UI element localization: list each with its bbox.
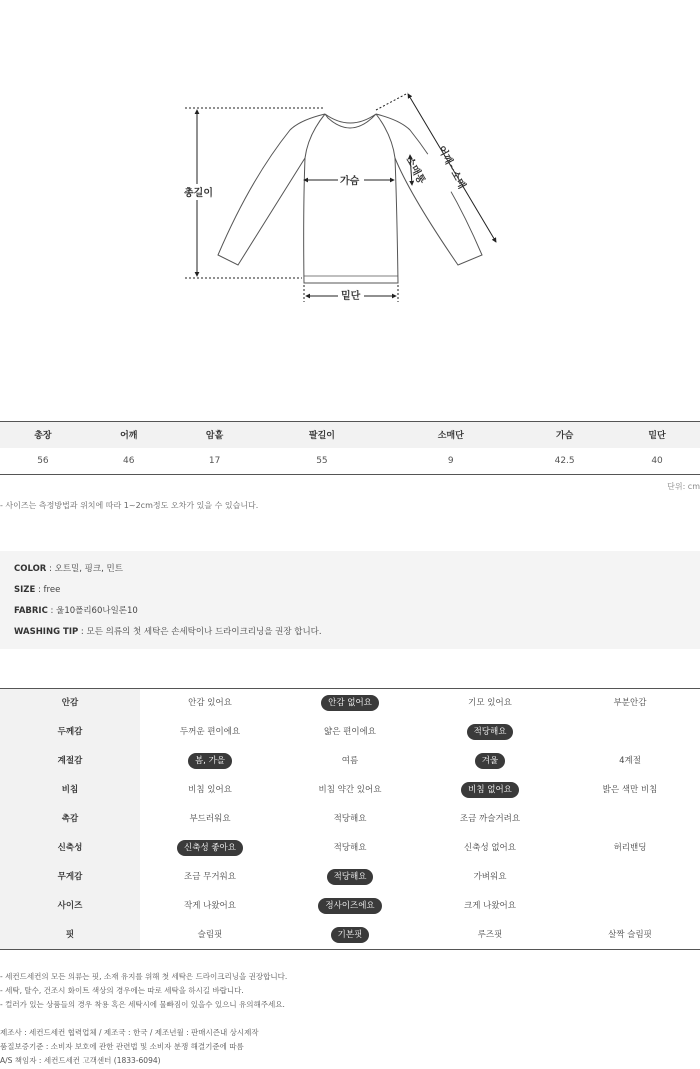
fit-row-label: 무게감 [0,863,140,892]
as-contact-line: A/S 책임자 : 세컨드세컨 고객센터 (1833-6094) [0,1056,161,1065]
fit-row-label: 비침 [0,776,140,805]
size-header-cell: 어깨 [86,422,172,448]
info-fabric-row [14,605,686,626]
fit-option-cell [560,892,700,921]
fit-option-selected: 겨울 [475,753,505,769]
fit-option-cell [560,776,700,805]
fit-row [0,776,700,805]
fit-option: 조금 까슬거려요 [459,814,521,824]
care-note: - 컬러가 있는 상품들의 경우 착용 혹은 세탁시에 물빠짐이 있을수 있으니 유의해주세요. [0,1000,285,1009]
fit-option-selected: 정사이즈에요 [318,898,381,914]
fit-row-label: 핏 [0,921,140,950]
fit-option: 밝은 색만 비침 [602,785,658,795]
garment-measurement-diagram [0,0,700,420]
fit-option-cell [420,892,560,921]
hem-label: 밑단 [341,291,361,302]
fit-option-cell [280,718,420,747]
fit-option-cell [560,921,700,950]
fit-option-cell [280,892,420,921]
info-washing-row [14,626,686,647]
size-header-cell: 총장 [0,422,86,448]
fit-option: 부분안감 [613,698,647,709]
info-size-label: SIZE [14,585,36,595]
fit-option-cell [280,689,420,718]
fit-option-cell [140,892,280,921]
size-table-header [0,422,700,448]
fit-option: 적당해요 [333,814,367,824]
fit-option-cell [420,921,560,950]
fit-option-cell [280,863,420,892]
fit-row-label: 사이즈 [0,892,140,921]
size-value-cell: 40 [614,448,700,475]
fit-option: 작게 나왔어요 [184,901,236,911]
fit-option: 4계절 [619,756,641,766]
product-info-box [0,551,700,649]
fit-option-cell [420,776,560,805]
fit-option-cell [420,747,560,776]
chest-label: 가슴 [340,176,360,187]
size-header-cell: 암홀 [172,422,258,448]
fit-option: 살짝 슬림핏 [608,929,652,940]
shoulder-sleeve-label: 어깨~소매 [435,144,468,191]
fit-option: 적당해요 [333,843,367,853]
fit-row [0,747,700,776]
care-note: - 세탁, 탈수, 건조시 화이트 색상의 경우에는 따로 세탁을 하시길 바랍니다. [0,986,244,995]
total-length-label: 총길이 [184,188,213,199]
fit-option-cell [280,834,420,863]
fit-option-cell [420,834,560,863]
fit-option-cell [140,834,280,863]
fit-option-cell [560,834,700,863]
fit-option-cell [560,805,700,834]
info-color-row [14,563,686,584]
fit-option: 비침 있어요 [188,785,232,795]
fit-option-selected: 안감 없어요 [321,695,379,711]
size-header-cell: 팔길이 [258,422,387,448]
manufacturer-line: 제조사 : 세컨드세컨 협력업체 / 제조국 : 한국 / 제조년월 : 판매시즌내 상시제작 [0,1028,259,1037]
fit-option: 안감 있어요 [188,698,232,709]
fit-option-selected: 신축성 좋아요 [177,840,243,856]
fit-option-cell [560,718,700,747]
fit-option-cell [420,689,560,718]
info-size-value: : free [35,585,61,595]
info-color-label: COLOR [14,564,47,574]
fit-row-label: 두께감 [0,718,140,747]
fit-option: 비침 약간 있어요 [318,785,382,795]
fit-option-cell [140,921,280,950]
size-header-cell: 소매단 [386,422,515,448]
size-unit-label: 단위: cm [667,482,700,491]
fit-option-cell [420,863,560,892]
care-notes [0,970,287,1012]
size-header-cell: 가슴 [515,422,614,448]
fit-option-cell [560,747,700,776]
info-fabric-value: : 울10폴리60나일론10 [47,606,138,616]
size-value-cell: 42.5 [515,448,614,475]
size-table [0,421,700,475]
sleeve-width-label: 소매통 [403,155,427,187]
fit-option: 기모 있어요 [468,698,512,709]
measurement-lines [185,93,496,302]
fit-row-label: 신축성 [0,834,140,863]
fit-option-cell [140,776,280,805]
fit-option-cell [280,921,420,950]
care-note: - 세컨드세컨의 모든 의류는 핏, 소재 유지를 위해 첫 세탁은 드라이크리닝을 권장합니다. [0,972,288,981]
fit-option: 허리밴딩 [613,843,647,853]
size-note: - 사이즈는 측정방법과 위치에 따라 1~2cm정도 오차가 있을 수 있습니다. [0,501,259,510]
size-value-cell: 56 [0,448,86,475]
size-value-cell: 55 [258,448,387,475]
fit-option-cell [140,689,280,718]
fit-option: 여름 [341,756,359,766]
fit-option-selected: 봄, 가을 [188,753,232,769]
fit-row [0,805,700,834]
info-color-value: : 오트밀, 핑크, 민트 [46,564,123,574]
info-washing-value: : 모든 의류의 첫 세탁은 손세탁이나 드라이크리닝을 권장 합니다. [78,627,322,637]
fit-option-cell [280,747,420,776]
fit-option-cell [420,718,560,747]
size-value-cell: 46 [86,448,172,475]
fit-row-label: 계절감 [0,747,140,776]
manufacturer-info [0,1026,259,1068]
size-table-row [0,448,700,475]
fit-option: 루즈핏 [477,929,503,940]
fit-row [0,863,700,892]
size-header-cell: 밑단 [614,422,700,448]
fit-option: 신축성 없어요 [464,843,516,853]
fit-option-cell [280,805,420,834]
info-washing-label: WASHING TIP [14,627,79,637]
info-fabric-label: FABRIC [14,606,48,616]
fit-option-cell [280,776,420,805]
fit-attribute-table [0,688,700,950]
fit-option-selected: 적당해요 [467,724,514,740]
fit-option-cell [140,718,280,747]
fit-row [0,718,700,747]
fit-option-cell [140,747,280,776]
size-value-cell: 17 [172,448,258,475]
fit-option: 슬림핏 [197,929,223,940]
quality-line: 품질보증기준 : 소비자 보호에 관한 관련법 및 소비자 분쟁 해결기준에 따름 [0,1042,244,1051]
fit-option: 크게 나왔어요 [464,901,516,911]
fit-row [0,921,700,950]
info-size-row [14,584,686,605]
fit-option-selected: 비침 없어요 [461,782,519,798]
fit-option: 두꺼운 편이에요 [179,727,241,737]
fit-row-label: 안감 [0,689,140,718]
fit-option: 조금 무거워요 [184,872,236,882]
fit-option-cell [140,863,280,892]
fit-option: 얇은 편이에요 [324,727,376,737]
fit-option-cell [140,805,280,834]
size-value-cell: 9 [386,448,515,475]
fit-option-selected: 기본핏 [331,927,370,943]
fit-row [0,892,700,921]
fit-option-cell [560,863,700,892]
sweater-outline [218,114,482,283]
fit-row [0,689,700,718]
fit-row-label: 촉감 [0,805,140,834]
fit-option: 가벼워요 [473,872,507,882]
fit-option-cell [560,689,700,718]
fit-option-selected: 적당해요 [327,869,374,885]
fit-option: 부드러워요 [189,814,231,824]
fit-row [0,834,700,863]
fit-option-cell [420,805,560,834]
